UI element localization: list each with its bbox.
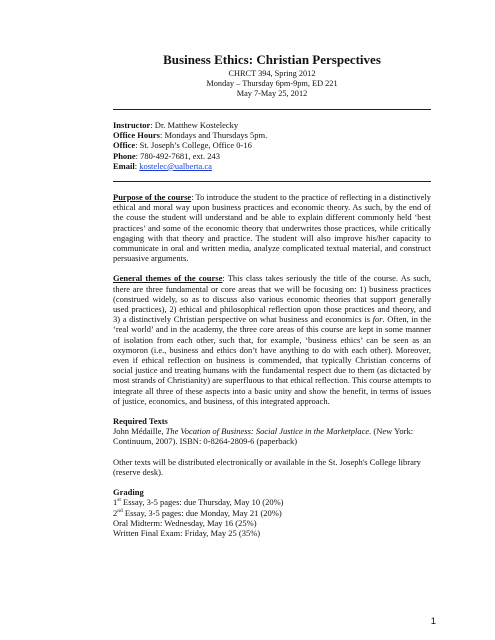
- course-schedule: Monday – Thursday 6pm-9pm, ED 221: [206, 79, 338, 88]
- grading-item: [113, 508, 431, 518]
- phone-value: : 780-492-7681, ext. 243: [135, 150, 220, 161]
- contact-info: [113, 120, 431, 171]
- grading-item-text: Written Final Exam: Friday, May 25 (35%): [113, 527, 261, 538]
- phone-label: Phone: [113, 150, 136, 161]
- required-text-entry: [113, 426, 431, 446]
- header-divider: [113, 109, 431, 110]
- office-hours-line: [113, 130, 431, 140]
- office-hours-value: : Mondays and Thursdays 5pm.: [159, 130, 268, 141]
- grading-item-number: 1: [113, 497, 118, 508]
- phone-line: [113, 151, 431, 161]
- themes-heading: General themes of the course: [113, 273, 223, 284]
- email-link[interactable]: kostelec@ualberta.ca: [139, 160, 212, 171]
- email-label: Email: [113, 160, 135, 171]
- grading-heading: Grading: [113, 487, 144, 498]
- instructor-line: [113, 120, 431, 130]
- grading-item: [113, 528, 431, 538]
- grading-section: [113, 487, 431, 538]
- themes-section: [113, 273, 431, 406]
- document-header: [113, 52, 431, 99]
- grading-item-ordinal: nd: [117, 507, 123, 514]
- office-label: Office: [113, 140, 136, 151]
- required-texts-section: [113, 416, 431, 447]
- grading-item: [113, 497, 431, 507]
- course-dates: May 7-May 25, 2012: [236, 89, 308, 98]
- office-hours-label: Office Hours: [113, 130, 160, 141]
- themes-text-b: . Often, in the ‘real world’ and in the academy, the three core areas of this course are kept in some manner of isolation from each other, such that, for example, ‘business ethics’ can be seen as an oxymoron (i.e., business and ethics don’t have anything to do with each other). Moreover, even if ethical reflection on business is commended, that typically Christian concerns of social justice and treating humans with the fundamental respect due to them (as dictacted by most strands of Christianity) are superfluous to that ethical reflection. This course attempts to integrate all three of these aspects into a basic unity and show the benefit, in terms of issues of justice, economics, and business, of this integrated approach.: [113, 314, 431, 406]
- purpose-section: [113, 192, 431, 263]
- themes-text-a: : This class takes seriously the title of the course. As such, there are three fundamental or core areas that we will be focusing on: 1) business practices (construed widely, so as to discuss also various economic theories that support generally used practices), 2) ethical and philosophical reflection upon those practices and theory, and 3) a distinctively Christian perspective on what business and economics is: [113, 273, 431, 325]
- grading-item-text: Essay, 3-5 pages: due Monday, May 21 (20%): [122, 507, 282, 518]
- grading-item: [113, 518, 431, 528]
- contact-divider: [113, 181, 431, 182]
- grading-item-number: 2: [113, 507, 118, 518]
- instructor-value: : Dr. Matthew Kostelecky: [150, 120, 239, 130]
- grading-item-text: Essay, 3-5 pages: due Thursday, May 10 (20%): [120, 497, 284, 508]
- email-line: [113, 161, 431, 171]
- email-separator: :: [134, 160, 140, 171]
- book-title: The Vocation of Business: Social Justice in the Marketplace.: [165, 426, 372, 437]
- book-author: John Médaille,: [113, 426, 166, 437]
- required-texts-heading: Required Texts: [113, 416, 168, 427]
- purpose-text: : To introduce the student to the practice of reflecting in a distinctively ethical and moral way upon business practices and economic theory. As such, by the end of the couse the student will understand and be able to explain different commonly held ‘best practices’ and some of the economic theory that underwrites those practices, while critically engaging with that theory and practice. The student will also improve his/her capacity to communicate in oral and written media, analyze complicated textual material, and construct persuasive arguments.: [113, 192, 431, 264]
- course-code: CHRCT 394, Spring 2012: [228, 69, 316, 78]
- grading-item-text: Oral Midterm: Wednesday, May 16 (25%): [113, 517, 257, 528]
- purpose-heading: Purpose of the course: [113, 192, 192, 203]
- themes-text-emphasis: for: [372, 314, 383, 325]
- other-texts-note: Other texts will be distributed electronically or available in the St. Joseph's College library (reserve desk).: [113, 456, 421, 477]
- grading-item-ordinal: st: [117, 497, 121, 504]
- office-line: [113, 140, 431, 150]
- instructor-label: Instructor: [113, 120, 151, 130]
- office-value: : St. Joseph’s College, Office 0-16: [135, 140, 252, 151]
- book-publication: (New York: Continuum, 2007). ISBN: 0-8264-2809-6 (paperback): [113, 426, 414, 447]
- document-title: Business Ethics: Christian Perspectives: [163, 52, 381, 67]
- page-number: 1: [430, 615, 436, 627]
